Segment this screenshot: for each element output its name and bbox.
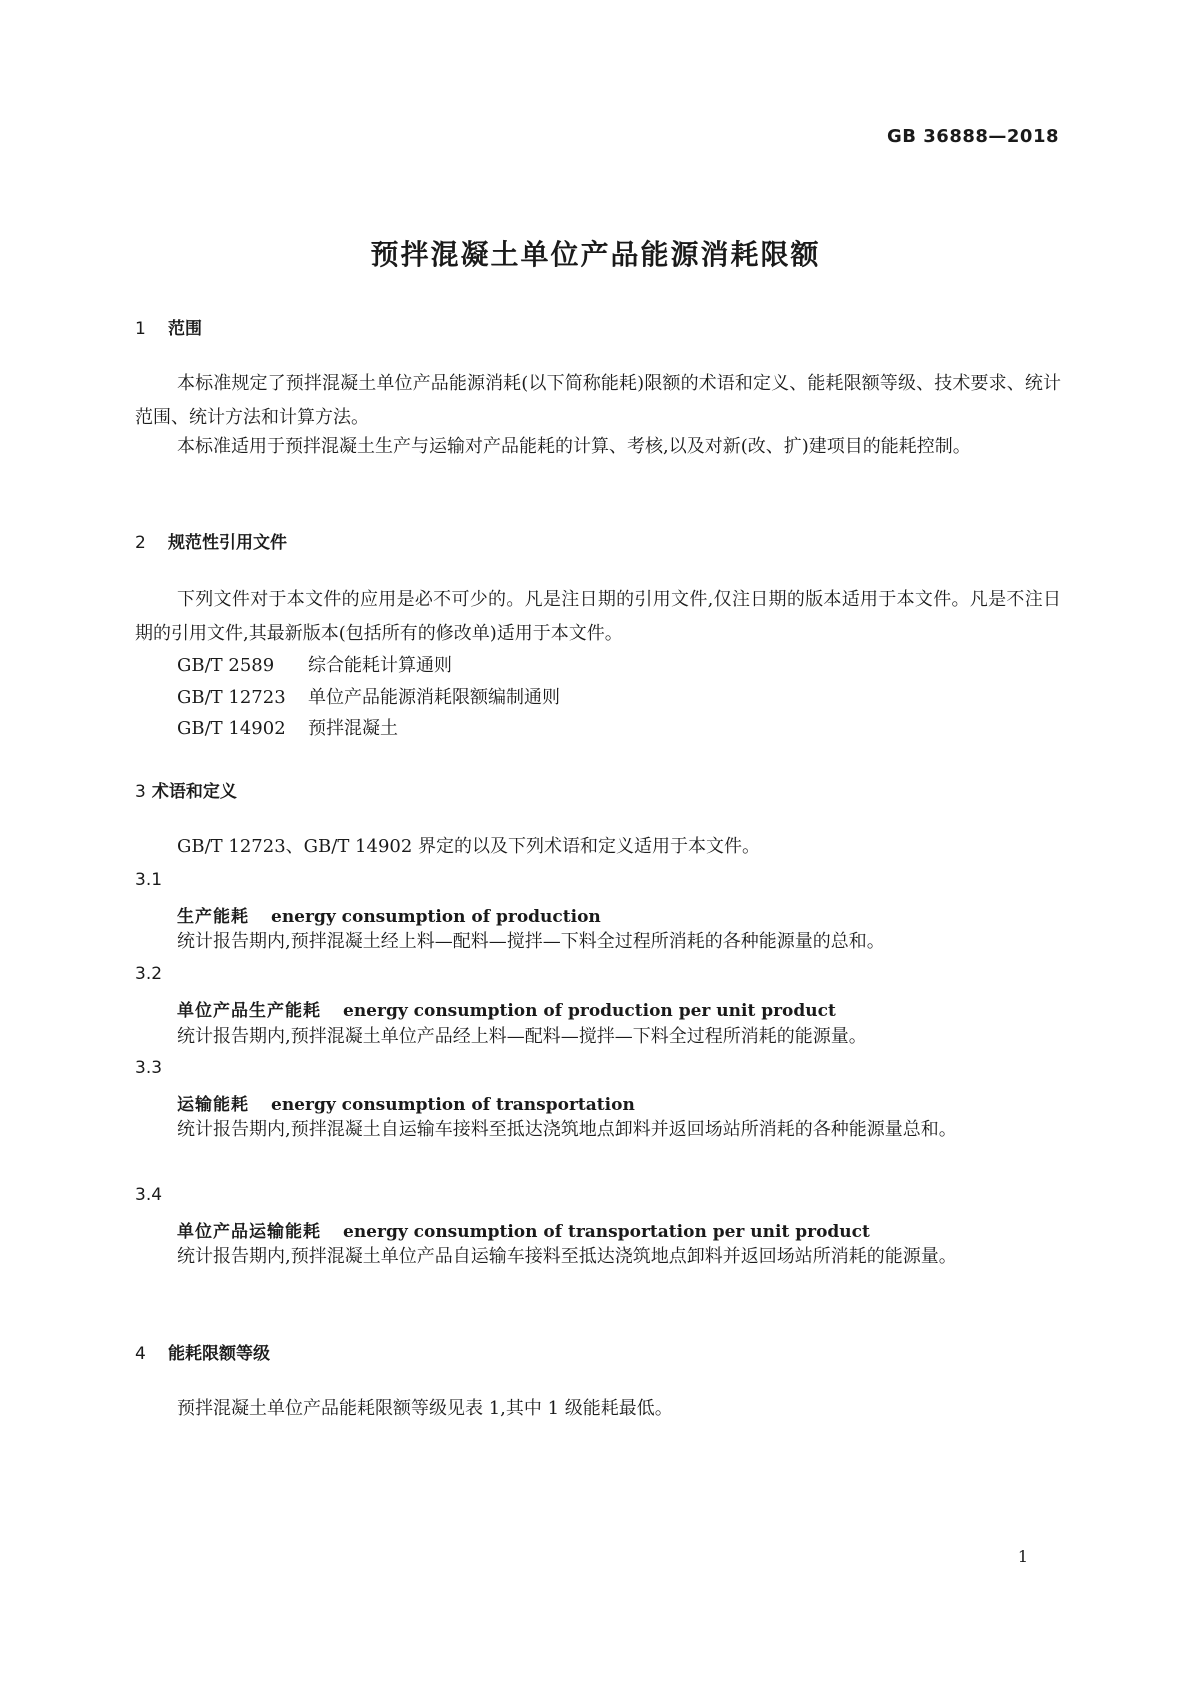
section-4-heading: [135, 1339, 270, 1364]
reference-code: GB/T 2589: [177, 655, 275, 676]
section-1-paragraph-2: 本标准适用于预拌混凝土生产与运输对产品能耗的计算、考核,以及对新(改、扩)建项目的能耗控制。: [177, 436, 971, 457]
section-3-intro: GB/T 12723、GB/T 14902 界定的以及下列术语和定义适用于本文件。: [177, 836, 761, 857]
normative-reference: [177, 651, 452, 677]
reference-code: GB/T 14902: [177, 718, 286, 739]
normative-reference: [177, 683, 560, 709]
term-definition: 统计报告期内,预拌混凝土单位产品经上料—配料—搅拌—下料全过程所消耗的能源量。: [177, 1026, 867, 1047]
section-title: 范围: [168, 319, 202, 339]
term-definition: 统计报告期内,预拌混凝土自运输车接料至抵达浇筑地点卸料并返回场站所消耗的各种能源量总和。: [177, 1119, 957, 1140]
section-title: 能耗限额等级: [168, 1344, 270, 1364]
term-english: energy consumption of transportation: [271, 1095, 635, 1115]
term-english: energy consumption of production: [271, 907, 601, 927]
section-number: 2: [135, 533, 146, 553]
term-heading: [177, 1090, 635, 1115]
term-heading: [177, 1217, 870, 1242]
section-2-paragraph-1: 下列文件对于本文件的应用是必不可少的。凡是注日期的引用文件,仅注日期的版本适用于本文件。凡是不注日期的引用文件,其最新版本(包括所有的修改单)适用于本文件。: [135, 589, 1061, 644]
term-number: 3.1: [135, 870, 163, 890]
term-heading: [177, 902, 601, 927]
reference-title: 预拌混凝土: [308, 718, 398, 739]
term-number: 3.3: [135, 1058, 163, 1078]
reference-title: 单位产品能源消耗限额编制通则: [308, 687, 560, 708]
section-number: 3: [135, 782, 146, 802]
term-english: energy consumption of transportation per unit product: [343, 1222, 870, 1242]
term-heading: [177, 996, 836, 1021]
term-chinese: 生产能耗: [177, 907, 249, 927]
page-number: 1: [1017, 1547, 1028, 1566]
term-chinese: 单位产品运输能耗: [177, 1222, 321, 1242]
document-title: 预拌混凝土单位产品能源消耗限额: [370, 238, 821, 271]
term-definition: 统计报告期内,预拌混凝土单位产品自运输车接料至抵达浇筑地点卸料并返回场站所消耗的能源量。: [177, 1246, 957, 1267]
section-1-paragraph-1: 本标准规定了预拌混凝土单位产品能源消耗(以下简称能耗)限额的术语和定义、能耗限额等级、技术要求、统计范围、统计方法和计算方法。: [135, 373, 1061, 428]
reference-code: GB/T 12723: [177, 687, 286, 708]
term-definition: 统计报告期内,预拌混凝土经上料—配料—搅拌—下料全过程所消耗的各种能源量的总和。: [177, 931, 885, 952]
section-2-heading: [135, 528, 287, 553]
term-chinese: 单位产品生产能耗: [177, 1001, 321, 1021]
term-number: 3.4: [135, 1185, 163, 1205]
section-1-heading: [135, 314, 202, 339]
section-number: 4: [135, 1344, 146, 1364]
reference-title: 综合能耗计算通则: [308, 655, 452, 676]
section-title: 术语和定义: [151, 782, 237, 802]
section-4-paragraph-1: 预拌混凝土单位产品能耗限额等级见表 1,其中 1 级能耗最低。: [177, 1398, 673, 1419]
section-number: 1: [135, 319, 146, 339]
normative-reference: [177, 714, 398, 740]
section-title: 规范性引用文件: [168, 533, 287, 553]
term-number: 3.2: [135, 964, 163, 984]
document-code: GB 36888—2018: [887, 126, 1059, 147]
term-chinese: 运输能耗: [177, 1095, 249, 1115]
term-english: energy consumption of production per unit product: [343, 1001, 836, 1021]
section-3-heading: [135, 777, 237, 802]
